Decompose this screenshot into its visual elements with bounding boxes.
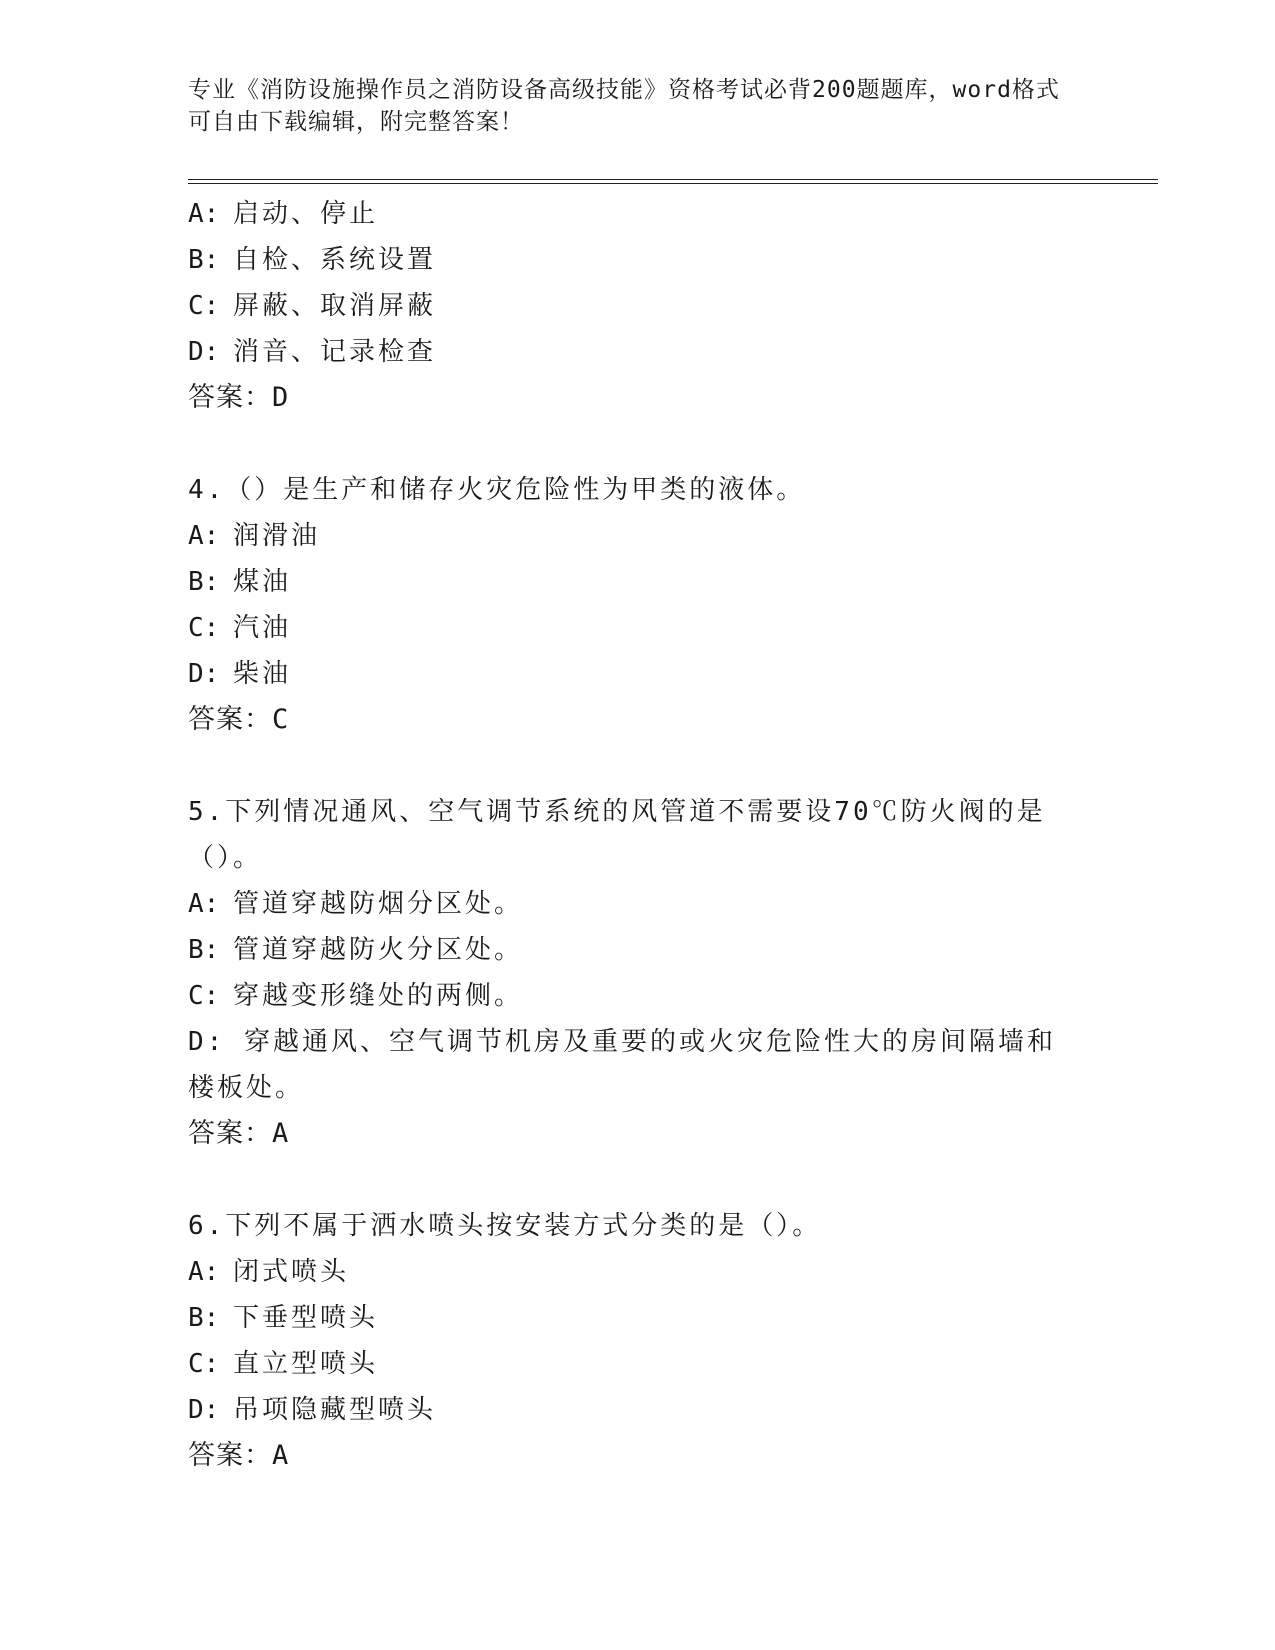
question-list	[188, 191, 1088, 1479]
answer-value: A	[272, 1118, 290, 1149]
option-text: 柴油	[233, 659, 292, 689]
option-text: 自检、系统设置	[233, 245, 437, 275]
answer-line	[188, 1111, 1088, 1157]
option-b	[188, 1295, 1088, 1341]
option-letter: B:	[188, 245, 220, 275]
option-text: 穿越通风、空气调节机房及重要的或火灾危险性大的房间隔墙和楼板处。	[188, 1027, 1056, 1103]
answer-value: D	[272, 382, 290, 413]
option-d	[188, 329, 1088, 375]
option-a	[188, 191, 1088, 237]
option-c	[188, 283, 1088, 329]
question-6	[188, 1203, 1088, 1479]
answer-value: A	[272, 1440, 290, 1471]
answer-line	[188, 1433, 1088, 1479]
question-text: 5.下列情况通风、空气调节系统的风管道不需要设70℃防火阀的是（）。	[188, 797, 1046, 873]
spacer	[188, 1157, 1088, 1203]
option-text: 管道穿越防烟分区处。	[233, 889, 524, 919]
option-letter: A:	[188, 1257, 220, 1287]
option-text: 消音、记录检查	[233, 337, 437, 367]
option-d	[188, 1387, 1088, 1433]
option-letter: C:	[188, 981, 220, 1011]
answer-line	[188, 697, 1088, 743]
answer-value: C	[272, 704, 290, 735]
option-letter: D:	[188, 1027, 226, 1057]
option-b	[188, 559, 1088, 605]
answer-label: 答案：	[188, 704, 272, 735]
answer-label: 答案：	[188, 1118, 272, 1149]
document-header: 专业《消防设施操作员之消防设备高级技能》资格考试必背200题题库，word格式可自由下载编辑，附完整答案！	[188, 77, 1060, 135]
option-letter: A:	[188, 521, 220, 551]
option-letter: B:	[188, 1303, 220, 1333]
option-letter: B:	[188, 935, 220, 965]
question-text: 6.下列不属于洒水喷头按安装方式分类的是（）。	[188, 1211, 822, 1241]
option-a	[188, 881, 1088, 927]
header-divider-bottom	[188, 183, 1158, 184]
option-text: 管道穿越防火分区处。	[233, 935, 524, 965]
option-text: 直立型喷头	[233, 1349, 379, 1379]
option-d	[188, 651, 1088, 697]
option-text: 屏蔽、取消屏蔽	[233, 291, 437, 321]
spacer	[188, 421, 1088, 467]
answer-line	[188, 375, 1088, 421]
option-text: 煤油	[233, 567, 292, 597]
option-c	[188, 973, 1088, 1019]
question-3	[188, 191, 1088, 421]
question-5	[188, 789, 1088, 1157]
option-text: 下垂型喷头	[233, 1303, 379, 1333]
option-d	[188, 1019, 1058, 1111]
option-letter: C:	[188, 291, 220, 321]
question-4	[188, 467, 1088, 743]
option-letter: D:	[188, 659, 220, 689]
option-a	[188, 513, 1088, 559]
option-b	[188, 237, 1088, 283]
option-letter: B:	[188, 567, 220, 597]
answer-label: 答案：	[188, 382, 272, 413]
option-letter: A:	[188, 889, 220, 919]
option-c	[188, 1341, 1088, 1387]
option-c	[188, 605, 1088, 651]
option-a	[188, 1249, 1088, 1295]
option-text: 润滑油	[233, 521, 321, 551]
spacer	[188, 743, 1088, 789]
option-letter: C:	[188, 1349, 220, 1379]
option-text: 闭式喷头	[233, 1257, 350, 1287]
option-text: 吊项隐藏型喷头	[233, 1395, 437, 1425]
option-text: 汽油	[233, 613, 292, 643]
option-text: 穿越变形缝处的两侧。	[233, 981, 524, 1011]
option-b	[188, 927, 1088, 973]
option-letter: D:	[188, 1395, 220, 1425]
option-text: 启动、停止	[233, 199, 379, 229]
question-text: 4.（）是生产和储存火灾危险性为甲类的液体。	[188, 475, 806, 505]
answer-label: 答案：	[188, 1440, 272, 1471]
option-letter: C:	[188, 613, 220, 643]
option-letter: D:	[188, 337, 220, 367]
option-letter: A:	[188, 199, 220, 229]
header-divider-top	[188, 179, 1158, 180]
